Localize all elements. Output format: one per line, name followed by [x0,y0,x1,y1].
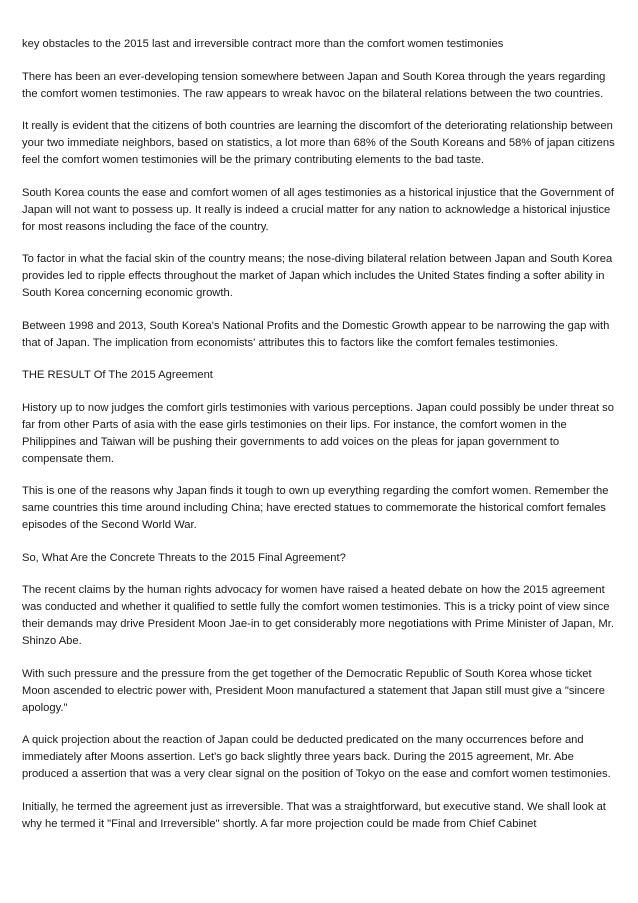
paragraph-initially: Initially, he termed the agreement just as irreversible. That was a straightforward, but executive stand. We shall look at why he termed it "Final and Irreversible" shortly. A far more projection could be made from Chief Cabinet [22,800,606,830]
paragraph-citizens: It really is evident that the citizens of both countries are learning the discomfort of the deteriorating relationship between your two immediate neighbors, based on statistics, a lot more than 68% of the South Koreans and 58% of japan citizens feel the comfort women testimonies will be the primary contributing elements to the bad taste. [22,120,615,166]
paragraph-between-1998-2013: Between 1998 and 2013, South Korea's National Profits and the Domestic Growth appear to be narrowing the gap with that of Japan. The implication from economists' attributes this to factors like the comfort females testimonies. [22,319,610,349]
paragraph-facial-skin: To factor in what the facial skin of the country means; the nose-diving bilateral relation between Japan and South Korea provides led to ripple effects throughout the market of Japan which includes the United States finding a softer ability in South Korea concerning economic growth. [22,253,613,299]
paragraph-intro: key obstacles to the 2015 last and irreversible contract more than the comfort women testimonies [22,38,504,50]
paragraph-reasons: This is one of the reasons why Japan finds it tough to own up everything regarding the comfort women. Remember the same countries this time around including China; have erected statues to commemorate the historical comfort females episodes of the Second World War. [22,485,609,531]
document-page [22,36,618,848]
paragraph-south-korea-counts: South Korea counts the ease and comfort women of all ages testimonies as a historical injustice that the Government of Japan will not want to possess up. It really is indeed a crucial matter for any nation to acknowledge a historical injustice for most reasons including the face of the country. [22,186,615,233]
section-heading-result: THE RESULT Of The 2015 Agreement [22,369,213,381]
section-heading-threats: So, What Are the Concrete Threats to the 2015 Final Agreement? [22,551,346,564]
paragraph-projection: A quick projection about the reaction of Japan could be deducted predicated on the many occurrences before and immediately after Moons assertion. Let's go back slightly three years back. During the 2015 agreement, Mr. Abe produced a assertion that was a very clear signal on the position of Tokyo on the ease and comfort women testimonies. [22,734,611,780]
paragraph-recent-claims: The recent claims by the human rights advocacy for women have raised a heated debate on how the 2015 agreement was conducted and whether it qualified to settle fully the comfort women testimonies. This is a tricky point of view since their demands may drive President Moon Jae-in to get considerably more negotiations with Prime Minister of Japan, Mr. Shinzo Abe. [22,584,614,647]
paragraph-pressure: With such pressure and the pressure from the get together of the Democratic Republic of South Korea whose ticket Moon ascended to electric power with, President Moon manufactured a statement that Japan still must give a "sincere apology." [22,667,605,714]
paragraph-tension: There has been an ever-developing tension somewhere between Japan and South Korea through the years regarding the comfort women testimonies. The raw appears to wreak havoc on the bilateral relations between the two countries. [22,70,606,100]
paragraph-history: History up to now judges the comfort girls testimonies with various perceptions. Japan could possibly be under threat so far from other Parts of asia with the ease girls testimonies on their lips. For instance, the comfort women in the Philippines and Taiwan will be pushing their governments to add voices on the pleas for japan government to compensate them. [22,401,614,465]
